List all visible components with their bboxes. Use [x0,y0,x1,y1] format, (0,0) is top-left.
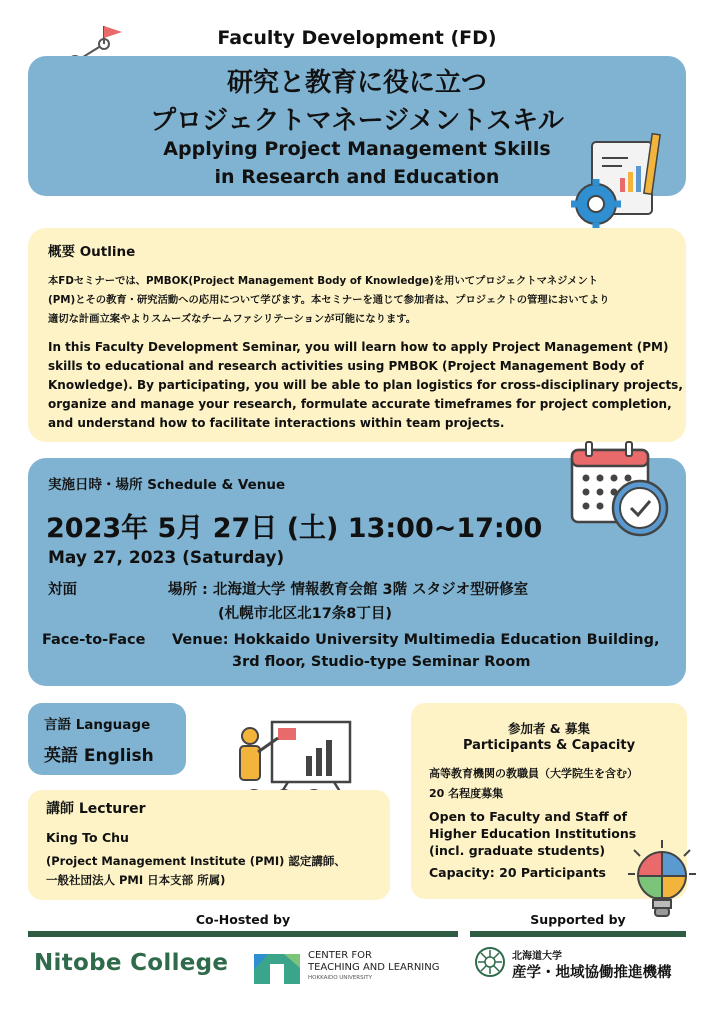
document-gear-icon [570,132,670,230]
title-en-line1: Applying Project Management Skills [163,138,551,160]
lecturer-section [28,790,390,900]
schedule-venue-jp-line2: (札幌市北区北17条8丁目) [218,606,393,622]
schedule-mode-jp: 対面 [48,582,77,598]
outline-en-line: organize and manage your research, formulate accurate timeframes for project completion, [48,397,672,411]
outline-jp-line: 適切な計画立案やよりスムーズなチームファシリテーションが可能になります。 [48,313,417,325]
schedule-datetime-jp: 2023年 5月 27日 (土) 13:00~17:00 [46,513,543,544]
cohosted-label: Co-Hosted by [195,912,291,927]
schedule-venue-en-line2: 3rd floor, Studio-type Seminar Room [232,654,531,670]
top-title: Faculty Development (FD) [217,27,497,49]
ctl-logo-text [308,950,440,982]
lecturer-heading: 講師 Lecturer [46,801,146,817]
hokkaido-university-org: 産学・地域協働推進機構 [512,965,672,981]
lightbulb-puzzle-icon [626,838,698,922]
schedule-venue-en-line1: Venue: Hokkaido University Multimedia Education Building, [172,632,660,648]
hokkaido-university-emblem-icon [474,946,506,978]
ctl-line3: HOKKAIDO UNIVERSITY [308,975,372,981]
language-section [28,703,186,775]
title-jp-line1: 研究と教育に役に立つ [226,68,487,98]
participants-en-line4: Capacity: 20 Participants [429,865,606,880]
participants-en-line1: Open to Faculty and Staff of [429,809,628,824]
outline-jp-text [48,272,678,329]
schedule-mode-en: Face-to-Face [42,632,146,648]
outline-section [28,228,686,442]
ctl-line2: TEACHING AND LEARNING [308,962,440,973]
outline-en-line: and understand how to facilitate interactions within team projects. [48,416,505,430]
outline-en-line: skills to educational and research activities using PMBOK (Project Management Body of [48,359,644,373]
participants-jp-line1: 高等教育機関の教職員（大学院生を含む） [429,767,638,780]
schedule-venue-jp-line1: 場所 : 北海道大学 情報教育会館 3階 スタジオ型研修室 [168,582,529,598]
calendar-clock-icon [568,440,672,538]
outline-jp-line: (PM)とその教育・研究活動への応用について学びます。本セミナーを通じて参加者は、プロジェクトの管理においてより [48,294,610,306]
outline-jp-line: 本FDセミナーでは、PMBOK(Project Management Body of Knowledge)を用いてプロジェクトマネジメント [48,275,599,287]
language-heading: 言語 Language [44,717,151,733]
outline-en-line: In this Faculty Development Seminar, you will learn how to apply Project Management (PM) [48,340,669,354]
outline-en-line: Knowledge). By participating, you will be able to plan logistics for cross-disciplinary projects, [48,378,683,392]
ctl-logo-icon [254,950,300,984]
nitobe-college-logo: Nitobe College [34,950,229,976]
supported-divider [470,931,686,937]
cohosted-divider [28,931,458,937]
title-jp-line2: プロジェクトマネージメントスキル [150,106,564,136]
participants-heading-en: Participants & Capacity [462,738,636,753]
supported-label: Supported by [530,912,626,927]
lecturer-name: King To Chu [46,830,129,845]
schedule-date-en: May 27, 2023 (Saturday) [48,548,285,568]
title-en-line2: in Research and Education [214,166,500,188]
outline-en-text [48,338,683,433]
participants-en-line3: (incl. graduate students) [429,843,606,858]
participants-jp-line2: 20 名程度募集 [429,787,504,800]
schedule-heading: 実施日時・場所 Schedule & Venue [48,477,286,493]
hokkaido-university-small: 北海道大学 [512,951,562,962]
ctl-line1: CENTER FOR [308,950,372,961]
lecturer-affil-line2: 一般社団法人 PMI 日本支部 所属) [46,873,226,887]
participants-heading-jp: 参加者 & 募集 [507,721,591,736]
language-value: 英語 English [44,746,154,766]
participants-en-line2: Higher Education Institutions [429,826,637,841]
outline-heading: 概要 Outline [48,244,136,260]
lecturer-affil-line1: (Project Management Institute (PMI) 認定講師、 [46,854,346,868]
